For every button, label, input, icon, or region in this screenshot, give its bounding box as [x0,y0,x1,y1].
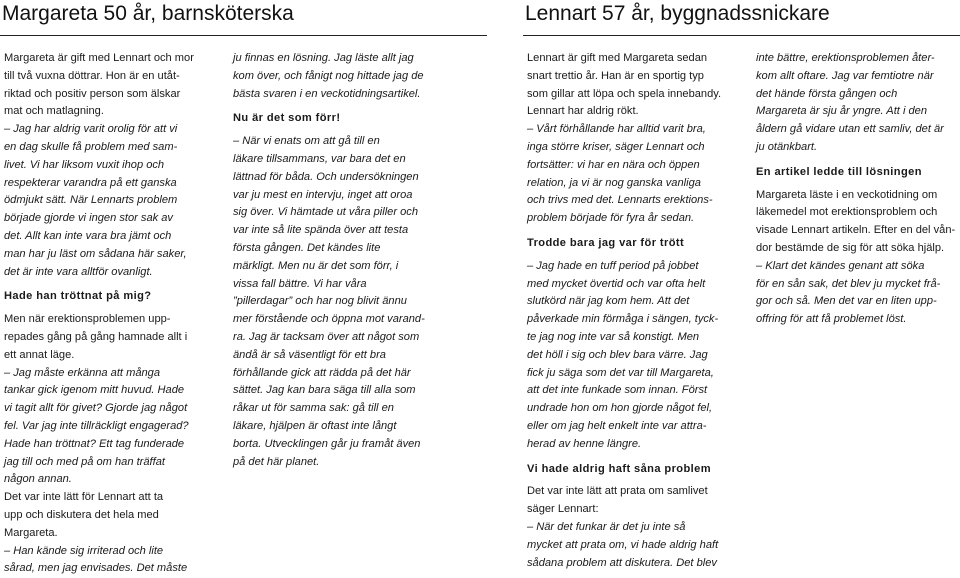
text-line: Hade han tröttnat? Ett tag funderade [4,437,185,450]
article-title-margareta: Margareta 50 år, barnsköterska [2,2,294,25]
paragraph [527,50,739,121]
text-line: inga större kriser, säger Lennart och [527,140,705,153]
text-line: det hände första gången och [756,87,898,100]
text-line: kom över, och fånigt nog hittade jag de [233,69,424,82]
text-line: läkemedel mot erektionsproblem och [756,206,938,219]
text-line: ra. Jag är tacksam över att något som [233,330,420,343]
text-line: – Vårt förhållande har alltid varit bra, [527,123,706,136]
quote-paragraph [756,50,960,157]
text-line: jag till och med på om han träffat [4,455,165,468]
section-heading: Hade han tröttnat på mig? [4,290,152,303]
text-line: fortsätter: vi har en nära och öppen [527,158,700,171]
text-line: läkare tillsammans, var bara det en [233,152,406,165]
text-line: herad av henne längre. [527,437,642,450]
text-line: – När det funkar är det ju inte så [527,520,686,533]
text-line: livet. Vi har liksom vuxit ihop och [4,158,165,171]
text-line: Det var inte lätt för Lennart att ta [4,491,164,504]
text-line: på det här planet. [233,455,320,468]
title-divider-right [523,35,960,36]
text-line: – Han kände sig irriterad och lite [4,544,164,557]
article-title-lennart: Lennart 57 år, byggnadssnickare [525,2,830,25]
text-line: tankar gick igenom mitt huvud. Hade [4,384,185,397]
text-line: kom allt oftare. Jag var femtiotre när [756,69,934,82]
text-line: eller om jag helt enkelt inte var attra- [527,419,707,432]
text-line: inte bättre, erektionsproblemen åter- [756,52,935,64]
section-heading: Nu är det som förr! [233,112,341,125]
text-line: bästa svaren i en veckotidningsartikel. [233,87,421,100]
text-line: en dag skulle få problem med sam- [4,140,178,153]
text-line: påverkade min förmåga i sängen, tyck- [527,313,719,326]
quote-paragraph [527,121,739,228]
text-line: märkligt. Men nu är det som förr, i [233,259,399,272]
title-divider-left [0,35,487,36]
text-line: man har ju läst om sådana här saker, [4,247,187,260]
text-line: problem började för fyra år sedan. [527,212,695,225]
quote-paragraph [4,543,216,578]
text-line: te jag nog inte var så konstigt. Men [527,330,700,343]
text-line: var ju mest en intervju, inget att oroa [233,188,413,201]
text-line: det höll i sig och blev bara värre. Jag [527,348,708,361]
quote-paragraph [4,365,216,490]
text-line: riktad och positiv person som älskar [4,87,181,100]
text-line: någon annan. [4,473,72,486]
text-line: läkare, hjälpen är oftast inte långt [233,419,397,432]
text-line: ju finnas en lösning. Jag läste allt jag [233,52,414,64]
text-line: – Jag har aldrig varit orolig för att vi [4,123,178,136]
paragraph [4,311,216,364]
text-line: och trivs med det. Lennarts erektions- [527,194,713,207]
text-line: sig över. Vi hämtade ut våra piller och [233,206,418,219]
text-line: fick ju säga som det var till Margareta, [527,366,714,379]
text-line: Det var inte lätt att prata om samlivet [527,485,708,498]
text-line: sådana problem att diskutera. Det blev [527,556,717,569]
section-heading: Vi hade aldrig haft såna problem [527,462,711,475]
text-column-3 [527,50,739,572]
text-line: för en sån sak, det blev ju mycket frå- [756,277,941,290]
text-line: att det inte funkade som innan. Först [527,384,708,397]
text-line: repades gång på gång hamnade allt i [4,330,188,343]
text-line: – När vi enats om att gå till en [233,135,380,148]
text-line: Margareta. [4,526,58,539]
text-line: Lennart har aldrig rökt. [527,105,639,118]
text-line: – Jag måste erkänna att många [4,366,161,379]
text-line: lättnad för båda. Och undersökningen [233,170,419,183]
quote-paragraph [233,50,445,103]
text-line: sättet. Jag kan bara säga till alla som [233,384,416,397]
text-line: upp och diskutera det hela med [4,508,159,521]
paragraph [4,489,216,542]
text-line: som gillar att löpa och spela innebandy. [527,87,722,100]
text-line: mer förstående och öppna mot varand- [233,313,425,326]
paragraph [756,187,960,258]
text-line: ett annat läge. [4,348,75,361]
text-line: första gången. Det kändes lite [233,241,381,254]
text-line: visade Lennart artikeln. Efter en del vån- [756,224,956,237]
quote-paragraph [527,258,739,454]
text-line: offring för att få problemet löst. [756,313,907,326]
text-line: började gjorde vi ingen stor sak av [4,212,173,225]
text-line: respekterar varandra på ett ganska [4,176,177,189]
text-line: ju otänkbart. [756,140,818,153]
text-line: – Klart det kändes genant att söka [756,259,925,272]
section-heading: En artikel ledde till lösningen [756,165,922,178]
text-line: det är inte vara alltför ovanligt. [4,265,153,278]
text-line: var inte så lite spända över att testa [233,224,409,237]
text-line: med mycket övertid och var ofta helt [527,277,706,290]
quote-paragraph [4,121,216,281]
quote-paragraph [756,258,960,329]
text-line: gor och så. Men det var en liten upp- [756,295,937,308]
text-line: Lennart är gift med Margareta sedan [527,52,708,64]
text-line: mycket att prata om, vi hade aldrig haft [527,538,719,551]
text-line: Margareta är sju år yngre. Att i den [756,105,928,118]
text-line: Margareta läste i en veckotidning om [756,188,938,201]
text-line: dor bestämde de sig för att söka hjälp. [756,241,945,254]
text-line: fel. Var jag inte tillräckligt engagerad? [4,419,189,432]
text-line: ändå är så väsentligt för ett bra [233,348,386,361]
text-column-1 [4,50,216,578]
text-line: slutkörd när jag kom hem. Att det [527,295,690,308]
text-line: relation, ja vi är nog ganska vanliga [527,176,701,189]
text-line: vi tagit allt för givet? Gjorde jag något [4,402,188,415]
section-heading: Trodde bara jag var för trött [527,236,685,249]
quote-paragraph [233,133,445,471]
text-line: säger Lennart: [527,503,599,516]
text-column-4 [756,50,960,329]
paragraph [4,50,216,121]
text-line: undrade hon om hon gjorde något fel, [527,402,713,415]
text-column-2 [233,50,445,471]
text-line: vissa fall bättre. Vi har våra [233,277,367,290]
text-line: Men när erektionsproblemen upp- [4,313,171,326]
paragraph [527,483,739,519]
text-line: Margareta är gift med Lennart och mor [4,52,194,64]
text-line: sårad, men jag envisades. Det måste [4,562,188,575]
text-line: ”pillerdagar” och har nog blivit ännu [233,295,407,308]
text-line: ödmjukt sätt. När Lennarts problem [4,194,178,207]
text-line: förhållande gick att rädda på det här [233,366,411,379]
text-line: mat och matlagning. [4,105,104,118]
text-line: snart trettio år. Han är en sportig typ [527,69,704,82]
text-line: råkar ut för samma sak: gå till en [233,402,394,415]
text-line: till två vuxna döttrar. Hon är en utåt- [4,69,180,82]
text-line: åldern gå vidare utan ett samliv, det är [756,123,944,136]
text-line: det. Allt kan inte vara bra jämt och [4,229,172,242]
text-line: – Jag hade en tuff period på jobbet [527,259,699,272]
quote-paragraph [527,519,739,572]
text-line: borta. Utvecklingen går ju framåt även [233,437,421,450]
